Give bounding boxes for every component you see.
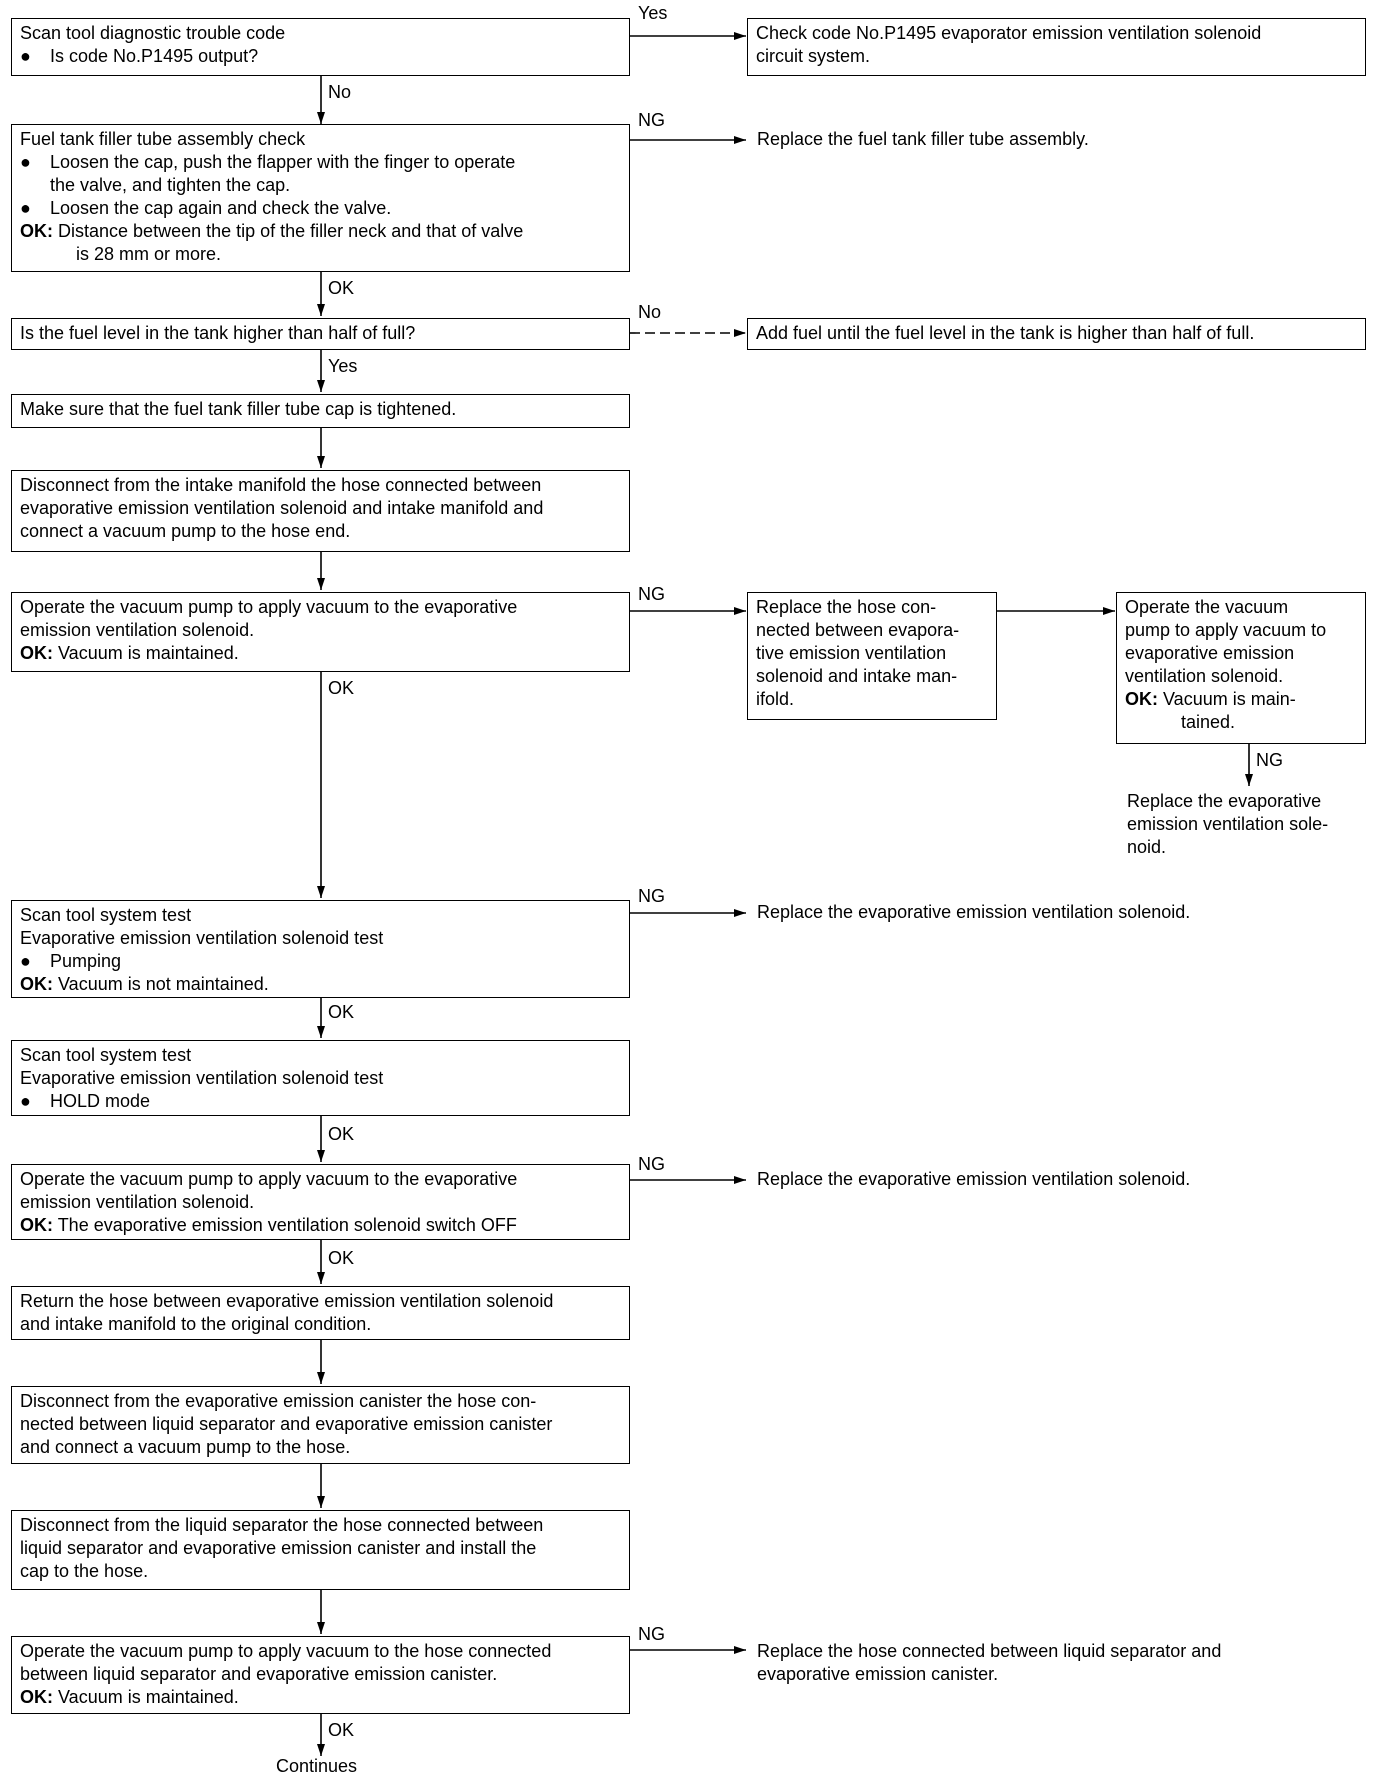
- result-text: Replace the evaporative: [1127, 791, 1322, 811]
- label-ok: OK: [328, 278, 355, 298]
- result-text: pump to apply vacuum to: [1125, 620, 1327, 640]
- step-text: Scan tool system test: [20, 1045, 192, 1065]
- ok-key: OK:: [20, 1215, 53, 1235]
- step-apply-vacuum-solenoid: [11, 592, 630, 672]
- step-disconnect-canister-hose: [11, 1386, 630, 1464]
- ok-key: OK:: [20, 1687, 53, 1707]
- result-text: circuit system.: [756, 46, 871, 66]
- ok-criteria: Vacuum is maintained.: [58, 643, 239, 663]
- step-text: Is the fuel level in the tank higher than half of full?: [20, 323, 416, 343]
- step-apply-vacuum-switch: [11, 1164, 630, 1240]
- step-text: and connect a vacuum pump to the hose.: [20, 1437, 351, 1457]
- step-text: liquid separator and evaporative emission canister and install the: [20, 1538, 537, 1558]
- result-replace-intake-hose: [747, 592, 997, 720]
- step-text: nected between liquid separator and evaporative emission canister: [20, 1414, 553, 1434]
- step-text: between liquid separator and evaporative emission canister.: [20, 1664, 498, 1684]
- step-disconnect-intake-hose: [11, 470, 630, 552]
- result-replace-solenoid-b: Replace the evaporative emission ventilation solenoid.: [757, 902, 1191, 922]
- label-ng: NG: [1256, 750, 1283, 770]
- step-scan-tool-dtc: [11, 18, 630, 76]
- step-text: Evaporative emission ventilation solenoid test: [20, 1068, 384, 1088]
- result-text: Check code No.P1495 evaporator emission ventilation solenoid: [756, 23, 1262, 43]
- bullet-icon: ●: [20, 46, 31, 66]
- label-ng: NG: [638, 584, 665, 604]
- step-scan-tool-pumping-test: [11, 900, 630, 998]
- ok-key: OK:: [1125, 689, 1158, 709]
- step-return-hose: [11, 1286, 630, 1340]
- ok-key: OK:: [20, 221, 53, 241]
- step-bullet: Is code No.P1495 output?: [50, 46, 259, 66]
- result-text: solenoid and intake man-: [756, 666, 958, 686]
- result-reapply-vacuum: [1116, 592, 1366, 744]
- bullet-icon: ●: [20, 152, 31, 172]
- continues-label: Continues: [276, 1756, 358, 1776]
- ok-criteria-cont: is 28 mm or more.: [76, 244, 222, 264]
- bullet-icon: ●: [20, 951, 31, 971]
- step-text: emission ventilation solenoid.: [20, 620, 255, 640]
- step-text: Evaporative emission ventilation solenoid test: [20, 928, 384, 948]
- label-ng: NG: [638, 886, 665, 906]
- step-text: Disconnect from the evaporative emission canister the hose con-: [20, 1391, 537, 1411]
- bullet-icon: ●: [20, 198, 31, 218]
- result-replace-solenoid-c: Replace the evaporative emission ventilation solenoid.: [757, 1169, 1191, 1189]
- result-check-code-p1495: [747, 18, 1366, 76]
- step-text: Disconnect from the intake manifold the hose connected between: [20, 475, 542, 495]
- label-ok: OK: [328, 1124, 355, 1144]
- step-bullet: Pumping: [50, 951, 122, 971]
- bullet-icon: ●: [20, 1091, 31, 1111]
- result-text: Operate the vacuum: [1125, 597, 1289, 617]
- step-apply-vacuum-hose: [11, 1636, 630, 1714]
- label-yes: Yes: [638, 3, 668, 23]
- step-text: and intake manifold to the original condition.: [20, 1314, 372, 1334]
- ok-key: OK:: [20, 643, 53, 663]
- label-ok: OK: [328, 1248, 355, 1268]
- step-title: Fuel tank filler tube assembly check: [20, 129, 306, 149]
- result-text: Replace the hose connected between liquid separator and: [757, 1641, 1222, 1661]
- step-text: evaporative emission ventilation solenoid and intake manifold and: [20, 498, 544, 518]
- step-text: Disconnect from the liquid separator the hose connected between: [20, 1515, 544, 1535]
- ok-criteria: Vacuum is main-: [1163, 689, 1296, 709]
- step-bullet-cont: the valve, and tighten the cap.: [50, 175, 291, 195]
- step-bullet: Loosen the cap, push the flapper with the finger to operate: [50, 152, 516, 172]
- ok-criteria: Vacuum is not maintained.: [58, 974, 269, 994]
- result-replace-separator-hose: [757, 1640, 1221, 1686]
- label-ok: OK: [328, 1002, 355, 1022]
- ok-key: OK:: [20, 974, 53, 994]
- result-text: ventilation solenoid.: [1125, 666, 1284, 686]
- result-text: evaporative emission: [1125, 643, 1295, 663]
- step-text: Make sure that the fuel tank filler tube cap is tightened.: [20, 399, 457, 419]
- result-text: evaporative emission canister.: [757, 1664, 999, 1684]
- result-replace-filler-tube: Replace the fuel tank filler tube assembly.: [757, 129, 1089, 149]
- result-text: nected between evapora-: [756, 620, 960, 640]
- result-add-fuel: [747, 318, 1366, 350]
- step-text: Operate the vacuum pump to apply vacuum to the evaporative: [20, 597, 518, 617]
- result-text: Add fuel until the fuel level in the tank is higher than half of full.: [756, 323, 1255, 343]
- label-ng: NG: [638, 1624, 665, 1644]
- step-text: Operate the vacuum pump to apply vacuum to the evaporative: [20, 1169, 518, 1189]
- label-ng: NG: [638, 110, 665, 130]
- step-disconnect-separator-hose: [11, 1510, 630, 1590]
- result-text: noid.: [1127, 837, 1167, 857]
- step-text: Return the hose between evaporative emission ventilation solenoid: [20, 1291, 554, 1311]
- label-yes: Yes: [328, 356, 358, 376]
- result-replace-solenoid-a: [1127, 790, 1328, 859]
- step-filler-tube-check: [11, 124, 630, 272]
- step-text: Scan tool system test: [20, 905, 192, 925]
- label-no: No: [638, 302, 662, 322]
- step-bullet: Loosen the cap again and check the valve.: [50, 198, 392, 218]
- result-text: ifold.: [756, 689, 795, 709]
- result-text: tive emission ventilation: [756, 643, 947, 663]
- ok-criteria: The evaporative emission ventilation solenoid switch OFF: [57, 1215, 517, 1235]
- step-text: Operate the vacuum pump to apply vacuum to the hose connected: [20, 1641, 552, 1661]
- step-cap-tightened: [11, 394, 630, 428]
- step-bullet: HOLD mode: [50, 1091, 151, 1111]
- ok-criteria-cont: tained.: [1181, 712, 1236, 732]
- label-no: No: [328, 82, 352, 102]
- step-title: Scan tool diagnostic trouble code: [20, 23, 286, 43]
- ok-criteria: Distance between the tip of the filler neck and that of valve: [58, 221, 524, 241]
- result-text: emission ventilation sole-: [1127, 814, 1329, 834]
- label-ng: NG: [638, 1154, 665, 1174]
- label-ok: OK: [328, 1720, 355, 1740]
- step-text: cap to the hose.: [20, 1561, 149, 1581]
- label-ok: OK: [328, 678, 355, 698]
- ok-criteria: Vacuum is maintained.: [58, 1687, 239, 1707]
- step-text: emission ventilation solenoid.: [20, 1192, 255, 1212]
- step-text: connect a vacuum pump to the hose end.: [20, 521, 351, 541]
- result-text: Replace the hose con-: [756, 597, 937, 617]
- step-scan-tool-hold-test: [11, 1040, 630, 1116]
- step-fuel-level-question: [11, 318, 630, 350]
